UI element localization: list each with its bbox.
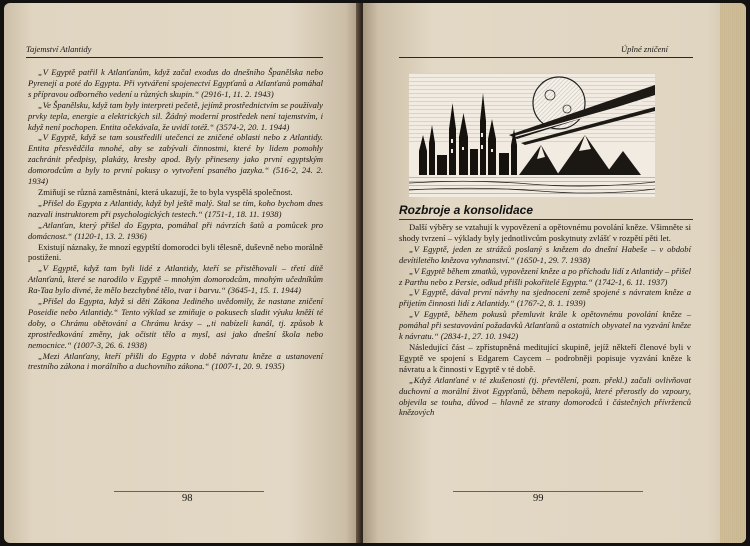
- paragraph: Zmiňují se různá zaměstnání, která ukazují, že to byla vyspělá společnost.: [38, 186, 293, 197]
- atlantis-illustration: [409, 73, 655, 197]
- left-header-rule: [26, 57, 323, 58]
- paragraph: „V Egyptě, jeden ze strážců poslaný s knězem do dnešní Habeše – v období devítiletého knězova vyhnanství.“ (1650-1, 29. 7. 1938): [399, 243, 691, 265]
- right-running-title: Úplné zničení: [621, 44, 668, 54]
- city-and-moon-engraving: [409, 73, 655, 197]
- right-header-rule: [399, 57, 693, 58]
- paragraph: „Ve Španělsku, když tam byly interpreti pečetě, jejímž prostřednictvím se používaly prvky tepla, energie a elektrických sil. Žádný moderní prostředek není tajemstvím, i když není pochopen. Entita očekávala, že uvidí totéž.“ (3574-2, 20. 1. 1944): [28, 99, 323, 132]
- paragraph: Další výběry se vztahují k vypovězení a opětovnému povolání kněze. Všimněte si shody tvrzení – výklady byly jednotlivcům poskytnuty zvlášť v rozpětí pěti let.: [399, 222, 691, 243]
- section-heading-rule: [399, 219, 693, 220]
- right-page-number: 99: [533, 493, 544, 504]
- paragraph: „V Egyptě během zmatků, vypovězení kněze a po příchodu lidí z Atlantidy – přišel z Parthu nebo z Persie, odkud přišli pokořitelé Egypta.“ (1742-1, 6. 11. 1937): [399, 265, 691, 287]
- left-page-number: 98: [182, 493, 193, 504]
- left-page: [4, 3, 360, 543]
- paragraph: „Když Atlanťané v té zkušenosti (tj. převtělení, pozn. překl.) začali ovlivňovat duchovní a morální život Egypťanů, během nepokojů, které přerostly do vzpoury, objevila se touha, důvod – hlavně ze strany domorodců i částečných přívrženců knězových: [399, 374, 691, 418]
- open-book: [4, 3, 746, 543]
- section-heading: Rozbroje a konsolidace: [399, 203, 534, 217]
- paragraph: Existují náznaky, že mnozí egyptští domorodci byli tělesně, duševně nebo morálně postiženi.: [28, 241, 323, 263]
- left-running-title: Tajemství Atlantidy: [26, 44, 92, 54]
- paragraph: „V Egyptě, během pokusů přemluvit krále k opětovnému povolání kněze – pomáhal při sestavování požadavků Atlanťanů a ostatních obyvatel na vyzvání kněze k návratu.“ (2834-1, 27. 10. 1942): [399, 309, 691, 342]
- right-page-text: [399, 222, 691, 418]
- paragraph: „V Egyptě, dával první návrhy na sjednocení země spojené s návratem kněze a přijetím činnosti lidí z Atlantidy.“ (1767-2, 8. 1. 1939): [399, 287, 691, 309]
- paragraph: Následující část – zpřístupněná meditující skupině, jejíž někteří členové byli v Egyptě ve spojení s Edgarem Caycem – podrobněji popisuje vyzvání kněze k návratu a k činnosti v Egyptě v té době.: [399, 341, 691, 374]
- left-footer-rule: [114, 491, 264, 492]
- left-page-text: [28, 67, 323, 372]
- right-footer-rule: [453, 491, 643, 492]
- paragraph: „V Egyptě, když tam byli lidé z Atlantidy, kteří se přistěhovali – třetí dítě Atlanťanů, které se narodilo v Egyptě – mnohým domorodcům, mnohým učedníkům Ra-Taa bylo divné, že mělo bezchybné tělo, tvar i barvu.“ (3645-1, 15. 1. 1944): [28, 263, 323, 296]
- paragraph: „Mezi Atlanťany, kteří přišli do Egypta v době návratu kněze a ustanovení trestního zákona i morálního a duchovního zákona.“ (1007-1, 20. 9. 1935): [28, 350, 323, 372]
- paragraph: „V Egyptě patřil k Atlanťanům, když začal exodus do dnešního Španělska nebo Pyrenejí a poté do Egypta. Při vytváření spojenectví Egypťanů a Atlanťanů pomáhal s přípravou odborného vedení u různých skupin.“ (2916-1, 11. 2. 1943): [28, 67, 323, 99]
- paragraph: „Přišel do Egypta, když si děti Zákona Jediného uvědomily, že nastane zničení Poseidie nebo Atlantidy.“ Tento výklad se zmiňuje o pokusech sladit výuku kněží té doby, o Chrámu obětování a Chrámu krásy – „ti nabízeli kanál, tj. způsob k zprostředkování změny, jak očistit tělo a mysl, asi jako dnešní škola nebo nemocnice.“ (1007-3, 26. 6. 1938): [28, 296, 323, 350]
- right-page: [363, 3, 746, 543]
- paragraph: „V Egyptě, když se tam soustředili utečenci ze zničené oblasti nebo z Atlantidy. Entita přesvědčila mnohé, aby se zabývali činnostmi, které by lidem pomohly zachránit předpisy, plakáty, kresby apod. Byly přineseny jako první egyptským domorodcům a byly to první pokusy o vytvoření psaného jazyka.“ (516-2, 24. 2. 1934): [28, 132, 323, 187]
- paragraph: „Přišel do Egypta z Atlantidy, když byl ještě malý. Stal se tím, koho bychom dnes nazvali instruktorem při psychologických testech.“ (1751-1, 18. 11. 1938): [28, 197, 323, 219]
- paragraph: „Atlanťan, který přišel do Egypta, pomáhal při návrzích šatů a pomůcek pro domácnost.“ (1120-1, 13. 2. 1936): [28, 219, 323, 241]
